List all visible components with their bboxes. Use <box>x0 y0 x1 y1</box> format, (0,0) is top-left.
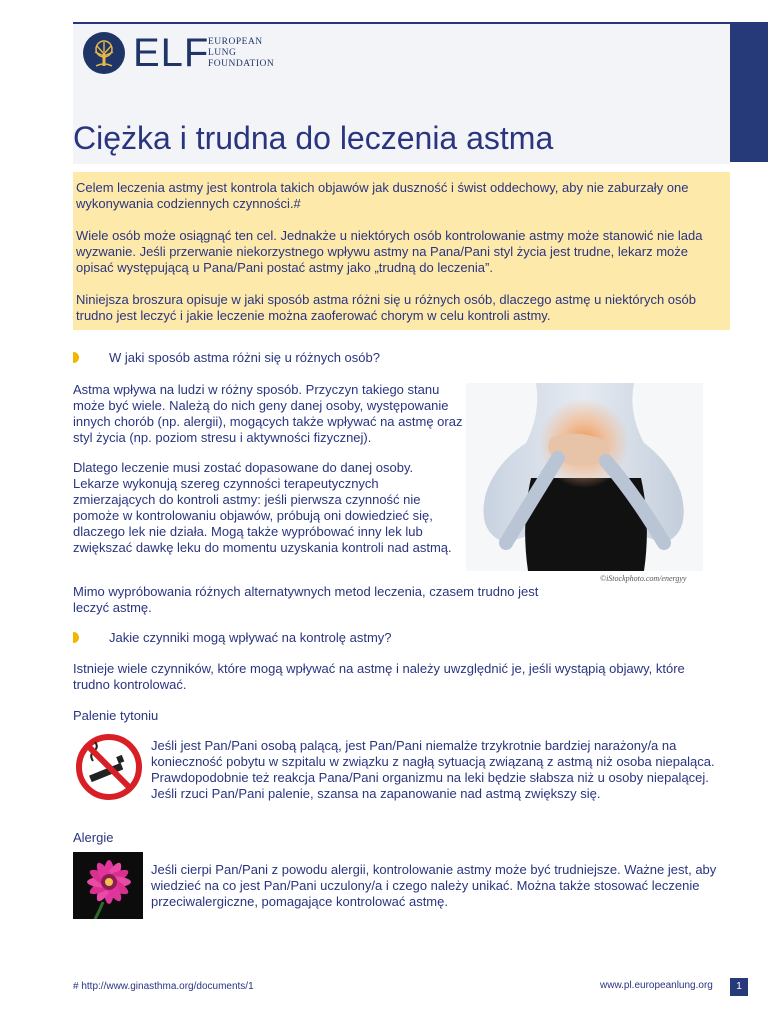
paragraph-treatment: Dlatego leczenie musi zostać dopasowane do danej osoby. Lekarze wykonują szereg czynności terapeutycznych zmierzających do kontroli astmy: jeśli pierwsza czynność nie pomoże w kontrolowaniu objawów, próbują oni dowiedzieć się, dlaczego lek nie działa. Mogą także wypróbować inny lek lub zwiększać dawkę leku do momentu uzyskania kontroli nad astmą. <box>73 460 452 555</box>
chest-pain-photo <box>466 383 703 571</box>
bullet-icon <box>73 352 79 363</box>
flower-photo <box>73 852 143 919</box>
logo-wordmark: ELF <box>133 31 210 75</box>
tree-logo-icon <box>83 32 125 74</box>
smoking-heading: Palenie tytoniu <box>73 708 159 723</box>
no-smoking-icon <box>75 733 143 801</box>
section-heading-factors: Jakie czynniki mogą wpływać na kontrolę astmy? <box>73 630 392 645</box>
photo-caption: ©iStockphoto.com/energyy <box>600 574 687 583</box>
footnote: # http://www.ginasthma.org/documents/1 <box>73 981 254 992</box>
allergy-text: Jeśli cierpi Pan/Pani z powodu alergii, kontrolowanie astmy może być trudniejsze. Ważne jest, aby wiedzieć na co jest Pan/Pani uczulony/a i czego należy unikać. Można także stosować leczenie przeciwalergiczne, pomagające kontrolować astmę. <box>151 862 717 909</box>
footer-website-link[interactable]: www.pl.europeanlung.org <box>600 980 713 991</box>
bullet-icon <box>73 632 79 643</box>
paragraph-factors: Istnieje wiele czynników, które mogą wpływać na astmę i należy uwzględnić je, jeśli wystąpią objawy, które trudno kontrolować. <box>73 661 685 692</box>
logo-subtitle: EUROPEAN LUNG FOUNDATION <box>208 37 275 69</box>
intro-box <box>73 172 730 330</box>
intro-paragraph-2: Wiele osób może osiągnąć ten cel. Jednakże u niektórych osób kontrolowanie astmy może stanowić nie lada wyzwanie. Jeśli przerwanie niekorzystnego wpływu astmy na Pana/Pani styl życia jest trudne, lekarz może opisać występującą u Pana/Pani postać astmy jako „trudną do leczenia”. <box>76 228 703 275</box>
allergy-heading: Alergie <box>73 830 114 845</box>
intro-paragraph-1: Celem leczenia astmy jest kontrola takich objawów jak duszność i świst oddechowy, aby nie zaburzały one wykonywania codziennych czynności.# <box>76 180 689 211</box>
paragraph-causes: Astma wpływa na ludzi w różny sposób. Przyczyn takiego stanu może być wiele. Należą do nich geny danej osoby, występowanie innych chorób (np. alergii), mogących także wpływać na astmę oraz styl życia (np. poziom stresu i aktywności fizycznej). <box>73 382 463 445</box>
smoking-text: Jeśli jest Pan/Pani osobą palącą, jest Pan/Pani niemalże trzykrotnie bardziej narażony/a na konieczność pobytu w szpitalu w związku z nagłą sytuacją związaną z astmą niż osoba niepaląca. Prawdopodobnie też reakcja Pana/Pani organizmu na leki będzie słabsza niż u osoby niepalącej. Jeśli rzuci Pan/Pani palenie, szansa na zapanowanie nad astmą zwiększy się. <box>151 738 715 801</box>
page-title: Ciężka i trudna do leczenia astma <box>73 120 554 156</box>
paragraph-difficult: Mimo wypróbowania różnych alternatywnych metod leczenia, czasem trudno jest leczyć astmę. <box>73 584 539 615</box>
intro-paragraph-3: Niniejsza broszura opisuje w jaki sposób astma różni się u różnych osób, dlaczego astmę u niektórych osób trudno jest leczyć i jakie leczenie można zaoferować chorym w celu kontroli astmy. <box>76 292 696 323</box>
header-accent-bar <box>730 22 768 162</box>
page-number: 1 <box>730 978 748 996</box>
section-heading-variation: W jaki sposób astma różni się u różnych osób? <box>73 350 380 365</box>
